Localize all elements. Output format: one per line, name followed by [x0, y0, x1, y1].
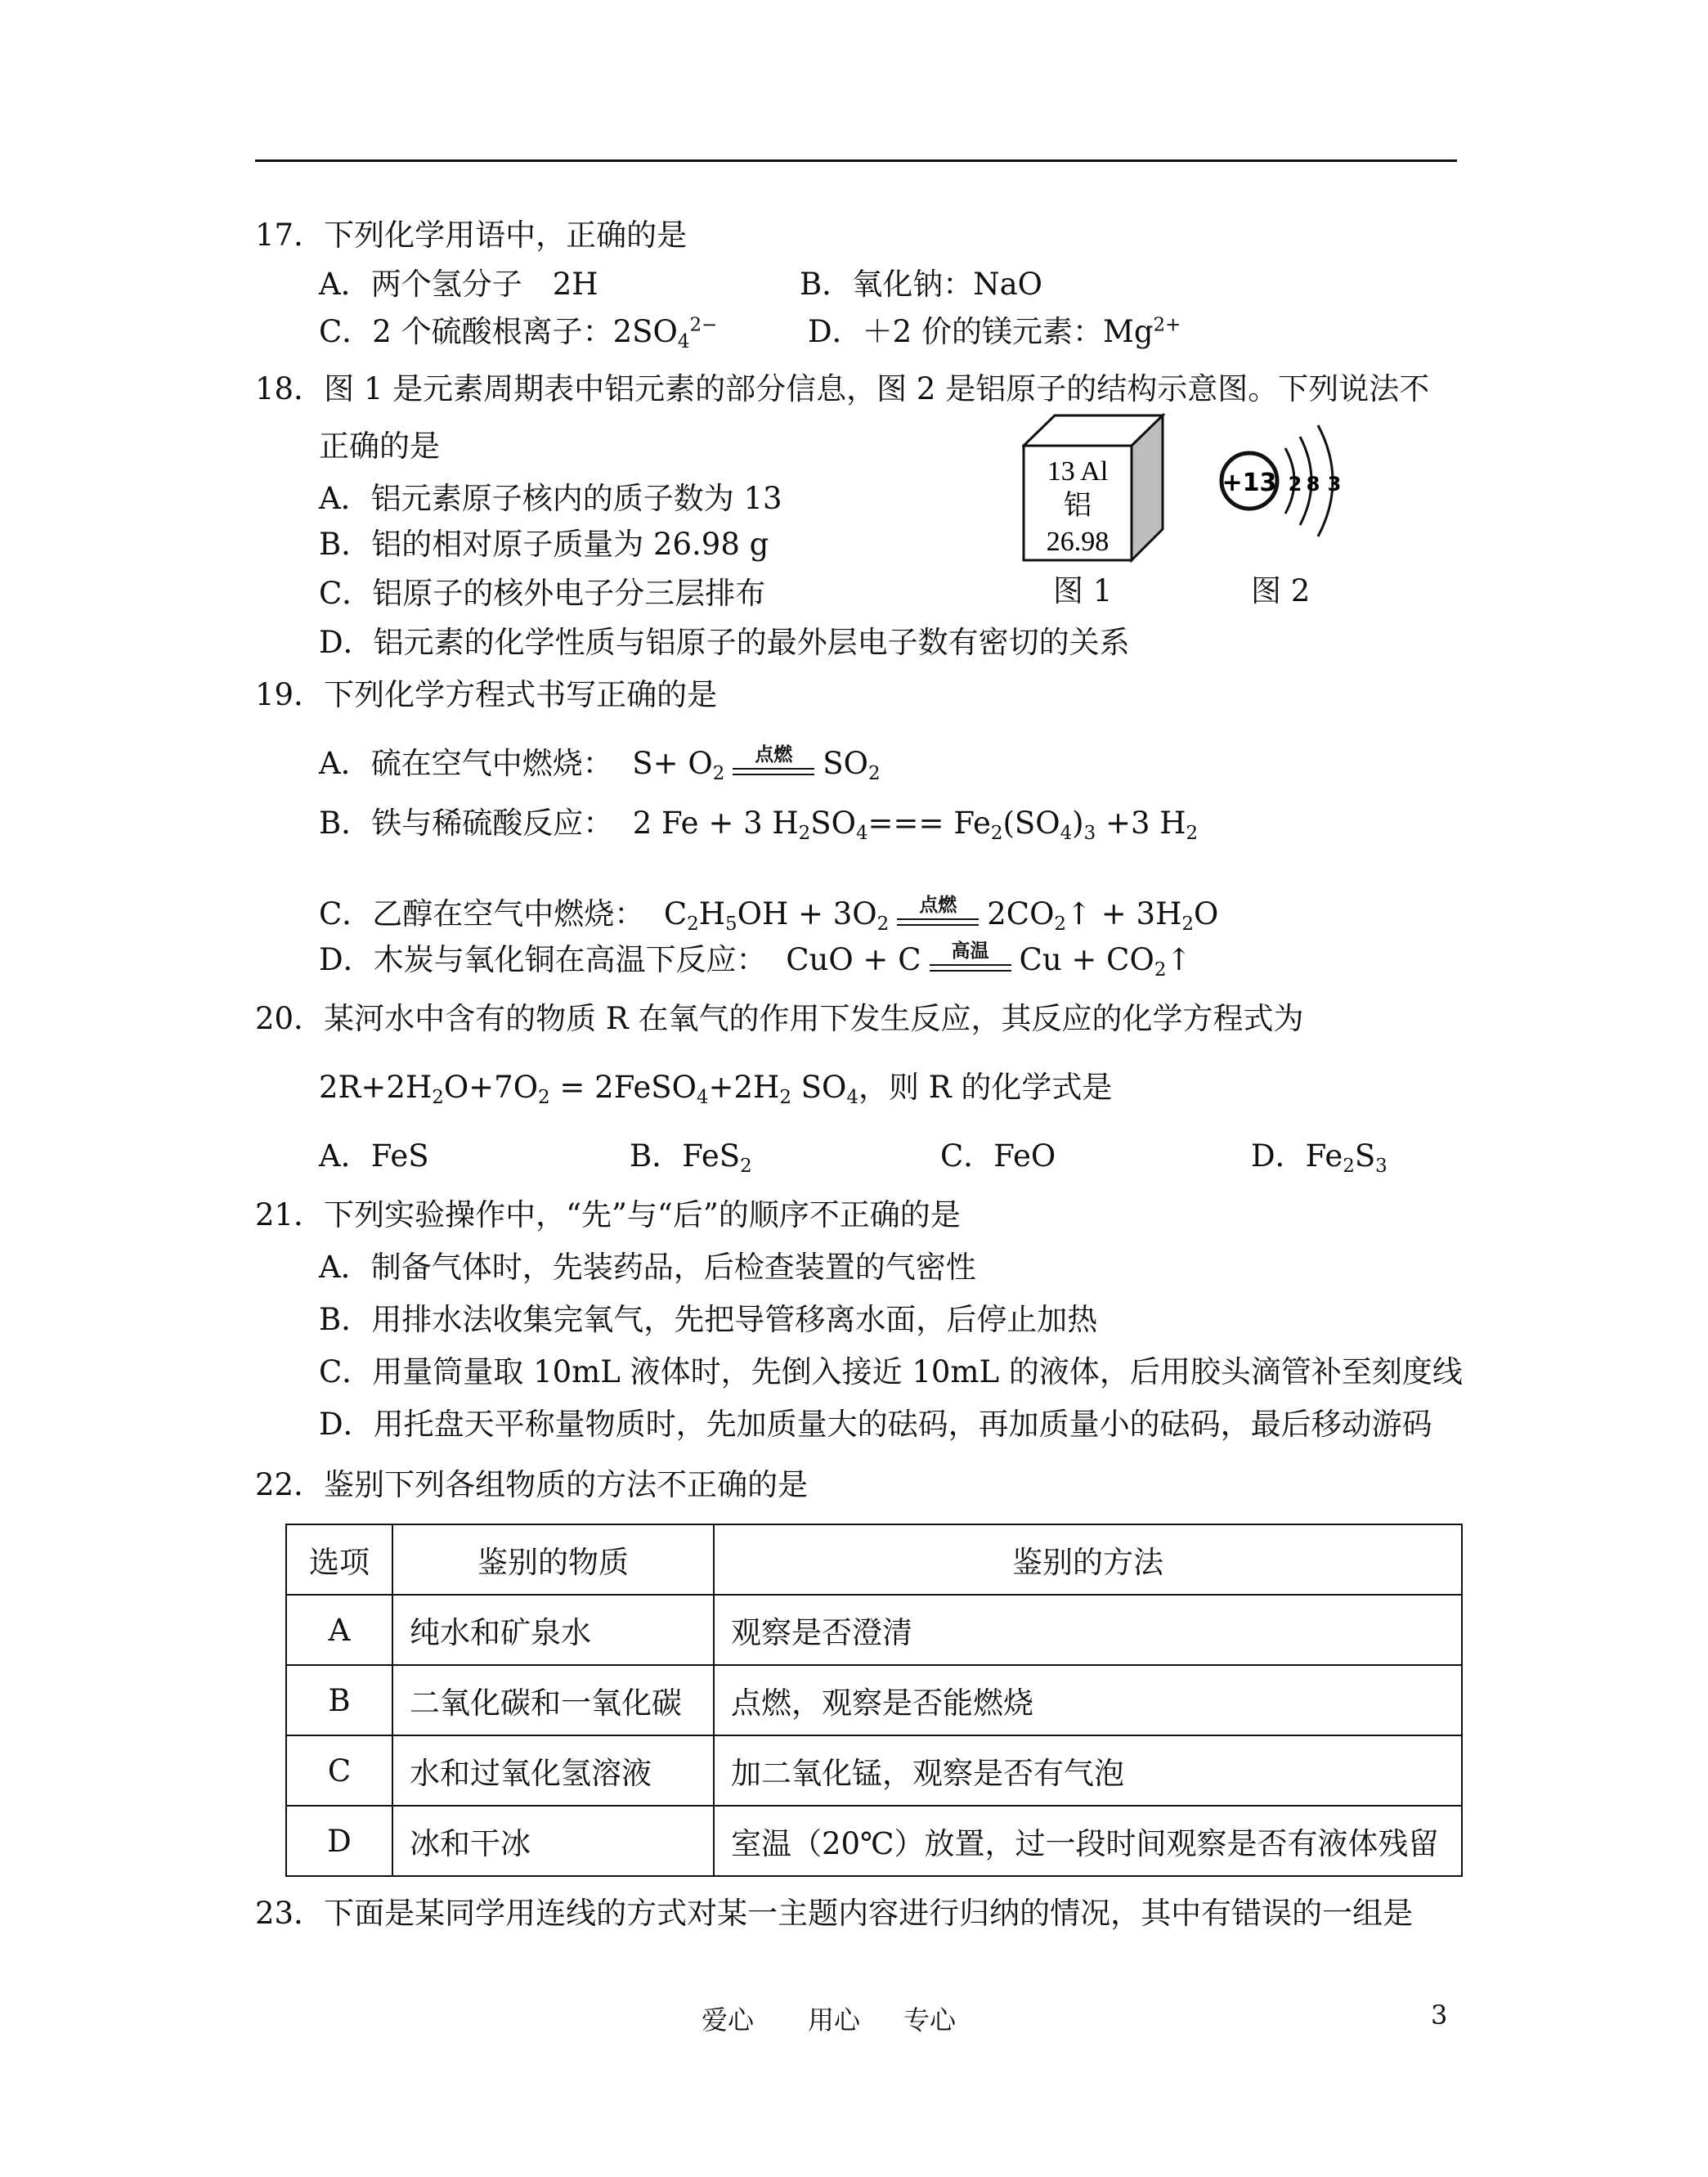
table-cell: B [286, 1665, 392, 1735]
q18-option-a: A．铝元素原子核内的质子数为 13 [319, 481, 782, 516]
q22-table [285, 1524, 1463, 1877]
table-cell: 点燃，观察是否能燃烧 [714, 1665, 1462, 1735]
table-cell: 二氧化碳和一氧化碳 [392, 1665, 714, 1735]
reaction-condition: 高温 [930, 946, 1011, 979]
table-cell: 水和过氧化氢溶液 [392, 1735, 714, 1806]
page-number: 3 [1431, 2000, 1448, 2031]
table-header: 鉴别的方法 [714, 1524, 1462, 1595]
table-cell: 纯水和矿泉水 [392, 1595, 714, 1665]
q17-option-d: D．＋2 价的镁元素：$Mg^{2+}$ [808, 314, 1181, 349]
q19-stem: 19．下列化学方程式书写正确的是 [255, 677, 718, 712]
table-header: 鉴别的物质 [392, 1524, 714, 1595]
q17-option-b: B．氧化钠：NaO [800, 267, 1042, 302]
q20-option-d: D．$Fe_2S_3$ [1251, 1138, 1387, 1177]
fig2-caption: 图 2 [1251, 573, 1311, 608]
table-cell: 加二氧化锰，观察是否有气泡 [714, 1735, 1462, 1806]
q17-stem: 17．下列化学用语中，正确的是 [255, 218, 688, 253]
table-row [286, 1806, 1462, 1876]
q20-equation: $2R+2H_2O+7O_2$ = $2FeSO_4+2H_2$ $SO_4$，则 R 的化学式是 [319, 1070, 1113, 1108]
q18-stem-line1: 18．图 1 是元素周期表中铝元素的部分信息，图 2 是铝原子的结构示意图。下列说法不 [255, 371, 1430, 406]
table-header-row [286, 1524, 1462, 1595]
fig1-mass: 26.98 [1046, 527, 1110, 557]
q17-option-c: C．2 个硫酸根离子：$2SO_4^{2-}$ [319, 314, 718, 352]
q19-option-c: C．乙醇在空气中燃烧： $C_2H_5OH + 3O_2$ 点燃 $2CO_2↑ + 3H_2O$ [319, 894, 1219, 935]
q21-option-b: B．用排水法收集完氧气，先把导管移离水面，后停止加热 [319, 1302, 1098, 1337]
table-row [286, 1665, 1462, 1735]
reaction-condition: 点燃 [897, 900, 979, 933]
q20-option-b: B．FeS$_2$ [630, 1138, 752, 1177]
q21-option-c: C．用量筒量取 10mL 液体时，先倒入接近 10mL 的液体，后用胶头滴管补至刻度线 [319, 1354, 1463, 1389]
table-cell: 冰和干冰 [392, 1806, 714, 1876]
q21-stem: 21．下列实验操作中，“先”与“后”的顺序不正确的是 [255, 1197, 961, 1232]
q21-option-d: D．用托盘天平称量物质时，先加质量大的砝码，再加质量小的砝码，最后移动游码 [319, 1407, 1432, 1442]
fig2-shell1: 2 [1288, 473, 1302, 496]
q18-option-c: C．铝原子的核外电子分三层排布 [319, 576, 766, 611]
q19-option-b: B．铁与稀硫酸反应： 2 Fe + 3 $H_2SO_4=== Fe_2(SO_4)_3 +3$ $H_2$ [319, 806, 1199, 844]
table-header: 选项 [286, 1524, 392, 1595]
fig2-shell3: 3 [1327, 473, 1342, 496]
q23-stem: 23．下面是某同学用连线的方式对某一主题内容进行归纳的情况，其中有错误的一组是 [255, 1896, 1414, 1931]
fig1-symbol: 13 Al [1047, 456, 1109, 487]
q18-option-b: B．铝的相对原子质量为 26.98 g [319, 527, 769, 562]
q19-option-a: A．硫在空气中燃烧： $S+ O_2$ 点燃 $SO_2$ [319, 743, 881, 784]
q22-stem: 22．鉴别下列各组物质的方法不正确的是 [255, 1467, 809, 1502]
q18-stem-line2: 正确的是 [319, 429, 440, 464]
table-cell: D [286, 1806, 392, 1876]
fig2-shell2: 8 [1306, 473, 1320, 496]
table-cell: A [286, 1595, 392, 1665]
table-cell: C [286, 1735, 392, 1806]
fig2-nucleus: +13 [1222, 469, 1277, 497]
table-row [286, 1735, 1462, 1806]
footer-motto-1: 爱心 [702, 2004, 755, 2036]
footer-motto-2: 用心 [808, 2004, 861, 2036]
table-cell: 室温（20℃）放置，过一段时间观察是否有液体残留 [714, 1806, 1462, 1876]
q20-stem: 20．某河水中含有的物质 R 在氧气的作用下发生反应，其反应的化学方程式为 [255, 1001, 1304, 1036]
fig1-name: 铝 [1064, 489, 1092, 522]
aluminum-atom-structure-figure [1212, 417, 1359, 552]
q17-option-a: A．两个氢分子 2H [319, 267, 598, 302]
aluminum-periodic-cell-figure [1022, 413, 1169, 564]
q19-option-d: D．木炭与氧化铜在高温下反应： CuO + C 高温 $Cu + CO_2↑$ [319, 940, 1192, 981]
table-row [286, 1595, 1462, 1665]
q18-option-d: D．铝元素的化学性质与铝原子的最外层电子数有密切的关系 [319, 625, 1130, 660]
q21-option-a: A．制备气体时，先装药品，后检查装置的气密性 [319, 1250, 976, 1285]
footer-motto-3: 专心 [903, 2004, 957, 2036]
header-rule [255, 159, 1457, 162]
table-cell: 观察是否澄清 [714, 1595, 1462, 1665]
q20-option-c: C．FeO [940, 1138, 1056, 1174]
q20-option-a: A．FeS [319, 1138, 429, 1174]
reaction-condition: 点燃 [733, 750, 814, 783]
fig1-caption: 图 1 [1053, 573, 1113, 608]
